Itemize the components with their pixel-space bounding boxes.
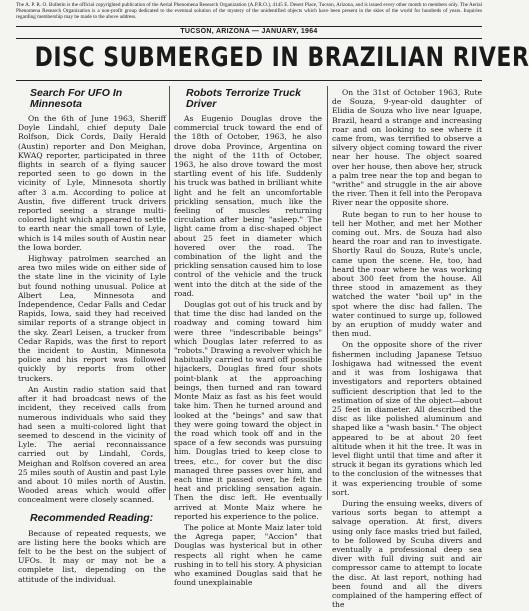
top-rule <box>16 26 482 27</box>
article-paragraph: Highway patrolmen searched an area two miles wide on either side of the state line in the vicinity of Lyle but found nothing unusual. Police at Albert Lea, Minnesota and Independence, Cedar Falls and Cedar Rapids, Iowa, said they had received similar reports of a strange object in the sky. Zearl Leisen, a trucker from Cedar Rapids, was the first to report the incident to Austin, Minnesota police and his report was followed quickly by reports from other truckers. <box>18 254 166 383</box>
article-paragraph: Because of repeated requests, we are listing here the books which are felt to be the best on the subject of UFOs. It may or may not be a complete list, depending on the attitude of the individual. <box>18 528 166 584</box>
masthead-notice: The A. P. R. O. Bulletin is the official copyrighted publication of the Aerial Phenomena Research Organization (A.P.R.O.), 4145 E. Desert Place, Tucson, Arizona, and is issued every other month to members only. The Aerial Phenomena Research Organization is a non-profit group dedicated to the eventual solution of the mystery of the unidentified objects which have been present in the skies of the world for hundreds of years. Inquiries regarding membership may be made to the above address. <box>16 2 482 21</box>
article-paragraph: Rute began to run to her house to tell her Mother, and met her Mother coming out. Mrs. de Souza had also heard the roar and ran to investigate. Shortly Raul do Souza, Rute's uncle, came upon the scene. He, too, had heard the roar where he was working about 300 feet from the house. All three stood in amazement as they watched the water "boil up" in the spot where the disc had fallen. The water continued to surge up, followed by an eruption of muddy water and then mud. <box>332 209 482 339</box>
article-paragraph: As Eugenio Douglas drove the commercial truck toward the end of the 18th of October, 1963, he also drove doba Province, Argentina on the night of the 11th of October, 1963, he also drove toward the most startling event of his life. Suddenly his truck was bathed in brilliant white light and he felt an uncomfortable prickling sensation, much like the feeling of muscles returning circulation after being "asleep." The light came from a disc-shaped object about 25 feet in diameter which hovered over the road. The combination of the light and the prickling sensation caused him to lose control of the vehicle and the truck went into the ditch at the side of the road. <box>174 114 322 298</box>
headline-rule <box>16 80 482 81</box>
column-divider <box>169 86 170 500</box>
article-heading-robots: Robots Terrorize Truck Driver <box>186 87 301 110</box>
article-paragraph: An Austin radio station said that after it had broadcast news of the incident, they received calls from numerous individuals who said they had seen a multi-colored light that seemed to descend in the vicinity of Lyle. The aerial reconnaissance carried out by Lindahl, Cords, Meighan and Rolfson covered an area 25 miles south of Austin and past Lyle and about 10 miles north of Austin. Wooded areas which would offer concealment were closely scanned. <box>18 384 166 505</box>
article-paragraph: The police at Monte Maiz later told the Agrega paper, "Accion" that Douglas was hysterical but in other respects all right when he came rushing in to tell his story. A physician who examined Douglas said that he found unexplainable <box>174 522 322 588</box>
column-divider <box>327 86 328 500</box>
article-heading-reading: Recommended Reading: <box>30 511 154 524</box>
column-1 <box>18 88 166 586</box>
column-3 <box>332 88 482 611</box>
main-headline: DISC SUBMERGED IN BRAZILIAN RIVER <box>34 42 529 73</box>
article-paragraph: During the ensuing weeks, divers of various sorts began to attempt a salvage operation. At first, divers using only face masks tried but failed, to be followed by Scuba divers and eventually a professional deep sea diver with full diving suit and air compressor came to attempt to locate the disc. At last report, nothing had been found and all the divers complained of the hampering effect of the <box>332 498 482 610</box>
dateline-rule <box>16 38 482 39</box>
article-paragraph: On the 6th of June 1963, Sheriff Doyle Lindahl, chief deputy Dale Rolfson, Dick Cords, Daily Herald (Austin) reporter and Don Meighan, KWAQ reporter, participated in three flights in search of a flying saucer reported seen to go down in the vicinity of Lyle, Minnesota shortly after 3 a.m. According to police at Austin, five different truck drivers reported seeing a strange multi-colored light which appeared to settle to earth near the small town of Lyle, which is 14 miles south of Austin near the Iowa border. <box>18 114 166 252</box>
article-paragraph: On the opposite shore of the river fishermen including Japanese Tetsuo Ioshigawa had witnessed the event and it was from Ioshigawa that investigators and reporters obtained sufficient description that led to the estimation of size of the object—about 25 feet in diameter. All described the disc as like polished aluminum and shaped like a "wash basin." The object appeared to be at about 20 feet altitude when it hit the tree. It was in level flight until that time and after it struck it began its gyrations which led to the conclusion of the witnesses that it was experiencing trouble of some sort. <box>332 340 482 497</box>
article-paragraph: On the 31st of October 1963, Rute de Souza, 9-year-old daughter of Elidia de Souza who live near Iguape, Brazil, heard a strange and increasing roar and on looking to see where it came from, was terrified to observe a silvery object coming toward the river near her house. The object soared over her house, then above her, struck a palm tree near the top and began to "writhe" and struggle in the air above the river. Then it fell into the Peropava River near the opposite shore. <box>332 88 482 208</box>
article-heading-minnesota: Search For UFO In Minnesota <box>30 87 123 110</box>
article-paragraph: Douglas got out of his truck and by that time the disc had landed on the roadway and coming toward him were three "indescribable beings" which Douglas later referred to as "robots." Drawing a revolver which he habitually carried to ward off possible hijackers, Douglas fired four shots point-blank at the approaching beings, then turned and ran toward Monte Maiz as fast as his feet would take him. Then he turned around and looked at the "beings" and saw that they were going toward the object in the road which took off and in the space of a few seconds was pursuing him. Douglas tried to keep close to trees, etc., for cover but the disc managed three passes over him, and each time it passed over, he felt the heat and prickling sensation again. Then the disc left. He eventually arrived at Monte Maiz where he reported his experience to the police. <box>174 300 322 521</box>
column-2 <box>174 88 322 589</box>
dateline: TUCSON, ARIZONA — JANUARY, 1964 <box>180 28 318 35</box>
